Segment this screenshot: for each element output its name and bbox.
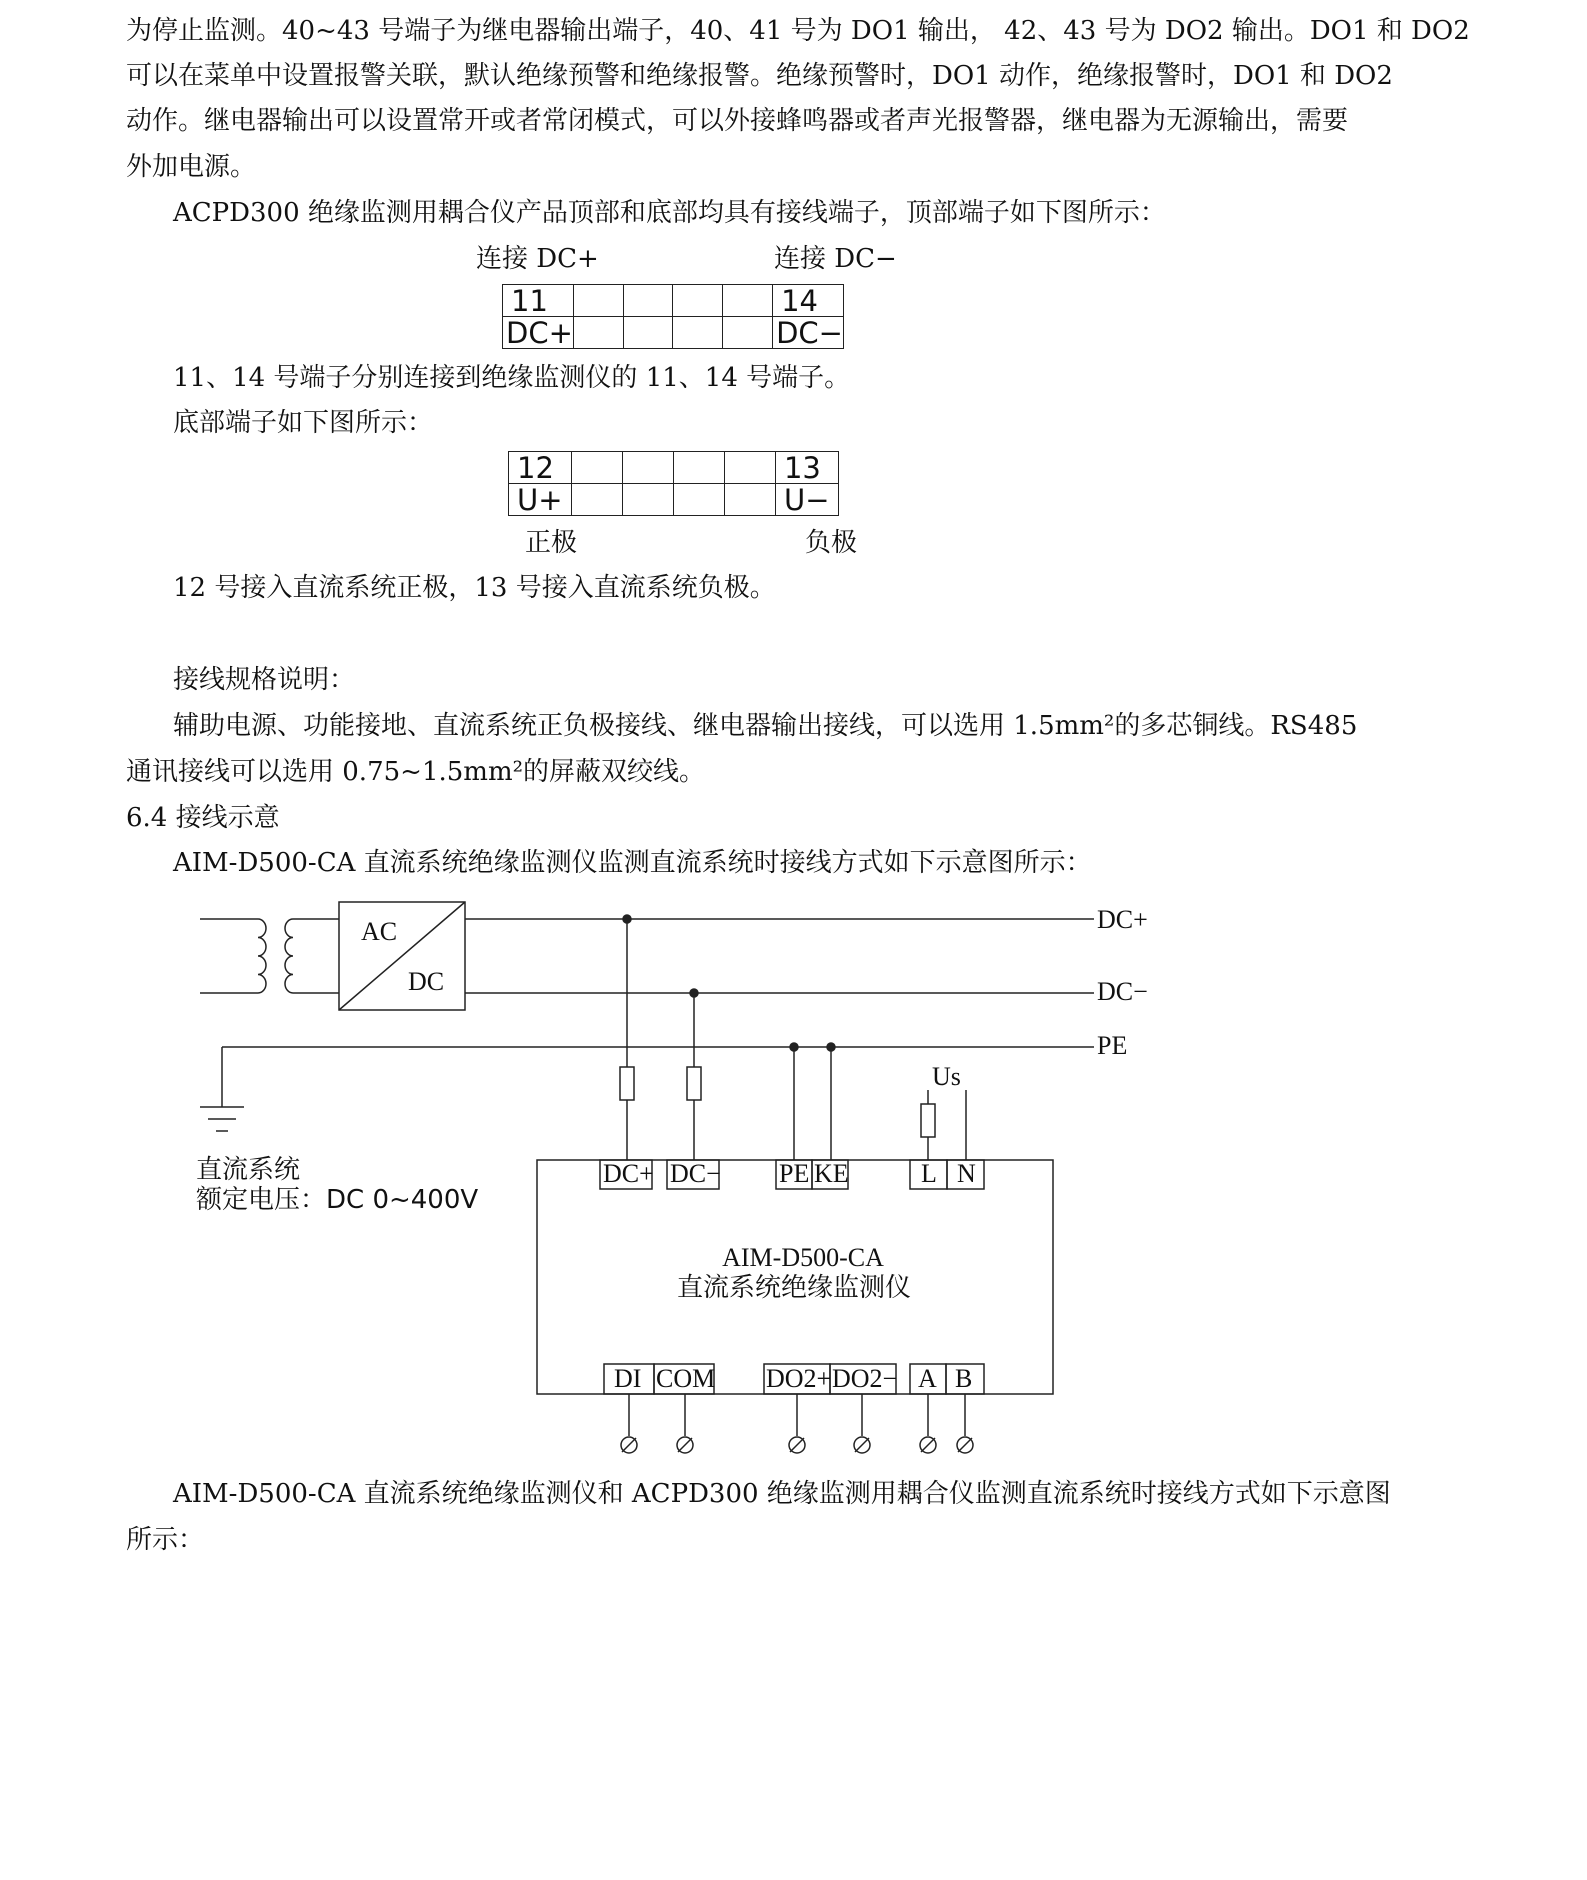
terminal-cell [724,484,775,516]
terminal-screw-icon [789,1394,805,1453]
terminal-com: COM [656,1364,716,1393]
terminal-cell [673,285,723,317]
fuse-icon [620,1067,634,1100]
fuse-icon [687,1067,701,1100]
terminal-di: DI [614,1364,642,1393]
paragraph-5: ACPD300 绝缘监测用耦合仪产品顶部和底部均具有接线端子，顶部端子如下图所示： [173,198,1166,228]
terminal-screw-icon [920,1394,936,1453]
terminal-cell [623,317,673,349]
terminal-cell [622,452,673,484]
terminal-do2-plus: DO2+ [766,1364,832,1393]
terminal-do2-minus: DO2− [832,1364,898,1393]
bottom-terminal-row-numbers [509,452,839,484]
device-model: AIM-D500-CA [722,1243,884,1272]
paragraph-8: 12 号接入直流系统正极，13 号接入直流系统负极。 [173,573,776,603]
top-terminal-block [502,284,844,349]
terminal-cell [571,452,622,484]
terminal-b: B [955,1364,973,1393]
terminal-screw-icon [957,1394,973,1453]
paragraph-6: 11、14 号端子分别连接到绝缘监测仪的 11、14 号端子。 [173,363,851,393]
terminal-cell [623,285,673,317]
paragraph-12: AIM-D500-CA 直流系统绝缘监测仪监测直流系统时接线方式如下示意图所示： [173,848,1092,878]
bottom-terminal-row-signals [509,484,839,516]
junction-dot [790,1043,798,1051]
junction-dot [690,989,698,997]
terminal-screw-icon [621,1394,637,1453]
terminal-cell [622,484,673,516]
terminal-cell [573,317,623,349]
bottom-terminal-label-right: 负极 [805,528,858,558]
transformer-icon [200,919,339,993]
terminal-cell [673,317,723,349]
top-terminal-row-numbers [503,285,844,317]
terminal-ke: KE [814,1159,849,1188]
terminal-pe: PE [779,1159,810,1188]
top-terminal-label-right: 连接 DC− [774,244,897,274]
terminal-screw-icon [677,1394,693,1453]
junction-dot [827,1043,835,1051]
terminal-cell [723,285,773,317]
paragraph-2: 可以在菜单中设置报警关联，默认绝缘预警和绝缘报警。绝缘预警时，DO1 动作，绝缘报警时，DO1 和 DO2 [126,61,1393,91]
paragraph-3: 动作。继电器输出可以设置常开或者常闭模式，可以外接蜂鸣器或者声光报警器，继电器为无源输出，需要 [126,106,1349,136]
ac-dc-converter [339,902,465,1010]
terminal-cell [673,452,724,484]
terminal-dc-plus: DC+ [603,1159,654,1188]
paragraph-4: 外加电源。 [126,152,257,182]
bus-pe-label: PE [1097,1031,1128,1060]
paragraph-14: 所示： [126,1525,205,1555]
terminal-cell: 11 [503,285,574,317]
system-voltage: 额定电压：DC 0~400V [196,1185,479,1215]
terminal-cell: 14 [773,285,844,317]
bottom-terminal-block [508,451,839,516]
converter-dc-label: DC [408,967,445,996]
bus-dc-plus-label: DC+ [1097,905,1148,934]
device-top-terminals [600,1160,984,1189]
terminal-cell [673,484,724,516]
terminal-cell: U+ [509,484,572,516]
ground-icon [200,1047,244,1131]
top-terminal-row-signals [503,317,844,349]
device-name: 直流系统绝缘监测仪 [676,1273,912,1303]
paragraph-1: 为停止监测。40~43 号端子为继电器输出端子，40、41 号为 DO1 输出， 42、43 号为 DO2 输出。DO1 和 DO2 [126,16,1470,46]
junction-dot [623,915,631,923]
paragraph-11: 通讯接线可以选用 0.75~1.5mm²的屏蔽双绞线。 [126,757,706,787]
terminal-cell: 12 [509,452,572,484]
fuse-icon [921,1104,935,1137]
terminal-cell: U− [775,484,838,516]
terminal-l: L [921,1159,937,1188]
paragraph-10: 辅助电源、功能接地、直流系统正负极接线、继电器输出接线，可以选用 1.5mm²的多芯铜线。RS485 [173,711,1358,741]
terminal-cell: DC− [773,317,844,349]
system-name: 直流系统 [196,1155,301,1185]
monitor-device-body [537,1160,1053,1394]
terminal-cell: 13 [775,452,838,484]
section-heading: 6.4 接线示意 [126,803,280,833]
terminal-cell: DC+ [503,317,574,349]
terminal-dc-minus: DC− [670,1159,721,1188]
terminal-a: A [918,1364,937,1393]
bottom-terminal-label-left: 正极 [525,528,578,558]
terminal-cell [573,285,623,317]
us-label: Us [932,1062,961,1091]
converter-ac-label: AC [361,917,398,946]
terminal-cell [571,484,622,516]
bus-dc-minus-label: DC− [1097,977,1148,1006]
paragraph-9: 接线规格说明： [173,665,356,695]
terminal-screw-icon [854,1394,870,1453]
device-bottom-terminals [604,1364,984,1394]
paragraph-7: 底部端子如下图所示： [173,408,434,438]
terminal-cell [724,452,775,484]
top-terminal-label-left: 连接 DC+ [476,244,599,274]
terminal-n: N [957,1159,976,1188]
terminal-cell [723,317,773,349]
paragraph-13: AIM-D500-CA 直流系统绝缘监测仪和 ACPD300 绝缘监测用耦合仪监测直流系统时接线方式如下示意图 [173,1479,1391,1509]
